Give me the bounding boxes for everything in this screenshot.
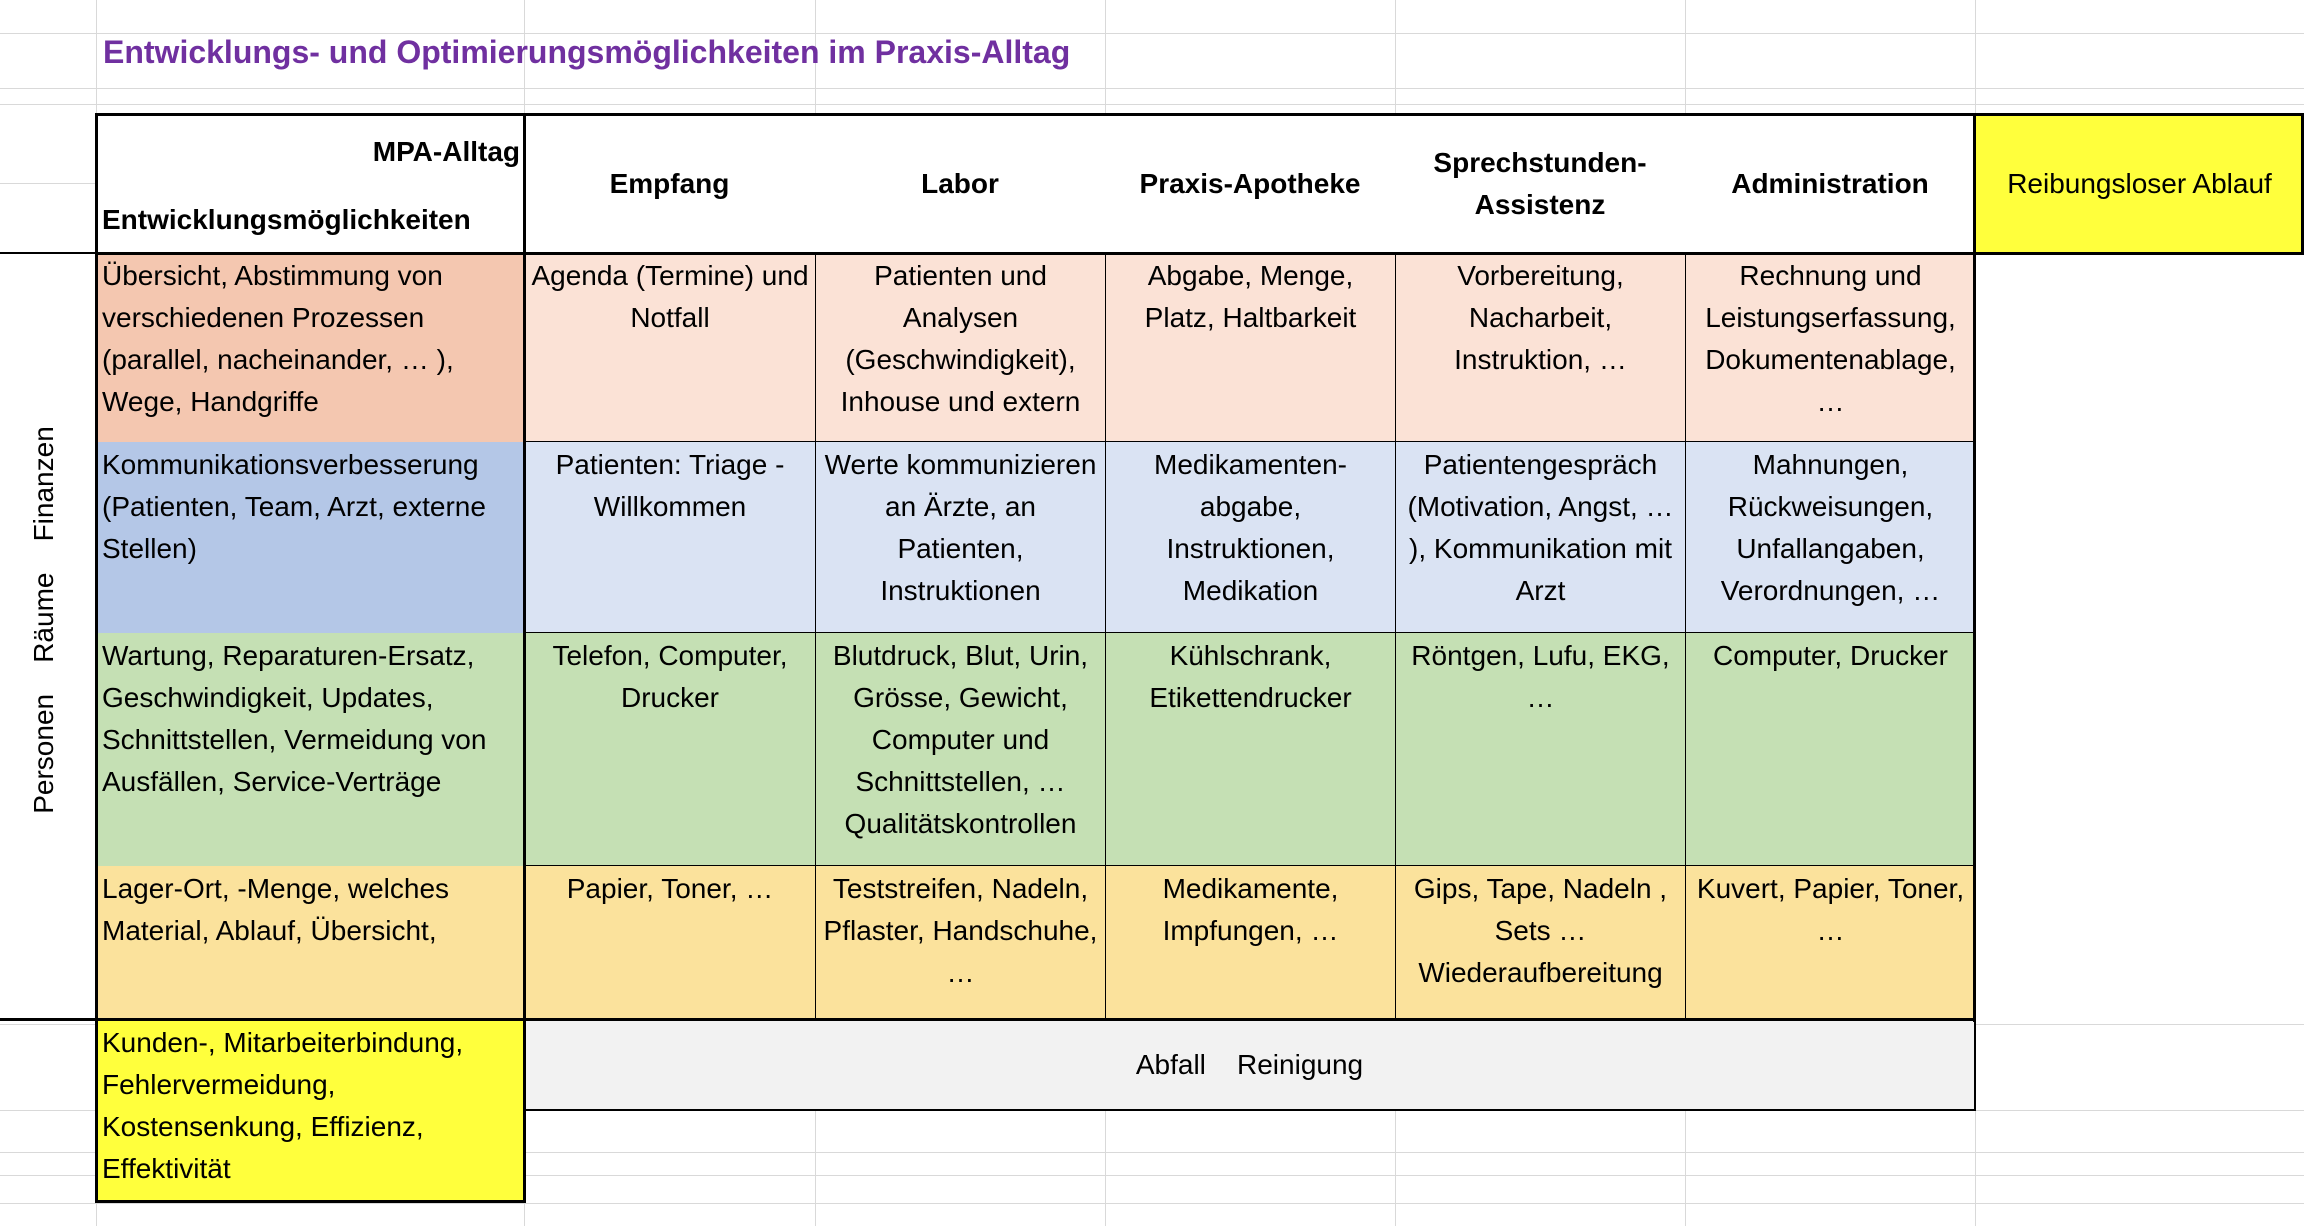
side-label[interactable]: Personen Räume Finanzen [28, 426, 59, 814]
row-3-cell-1[interactable]: Telefon, Computer, Drucker [524, 633, 815, 866]
row-label-2[interactable]: Kommunikationsverbesserung (Patienten, Team, Arzt, externe Stellen) [96, 442, 524, 633]
row-label-4[interactable]: Lager-Ort, -Menge, welches Material, Ablauf, Übersicht, [96, 866, 524, 1020]
column-header-4[interactable]: Sprechstunden- Assistenz [1395, 115, 1685, 253]
row-4-cell-5[interactable]: Kuvert, Papier, Toner, … [1685, 866, 1975, 1020]
footer-goal-label: Kunden-, Mitarbeiterbindung, Fehlervermeidung, Kostensenkung, Effizienz, Effektivität [102, 1027, 464, 1184]
row-4-cell-2[interactable]: Teststreifen, Nadeln, Pflaster, Handschuhe, … [815, 866, 1105, 1020]
column-header-2[interactable]: Labor [815, 115, 1105, 253]
corner-bottom-label: Entwicklungsmöglichkeiten [102, 204, 471, 235]
row-3-cell-2[interactable]: Blutdruck, Blut, Urin, Grösse, Gewicht, Computer und Schnittstellen, … Qualitätskontrollen [815, 633, 1105, 866]
row-4-cell-3[interactable]: Medikamente, Impfungen, … [1105, 866, 1395, 1020]
row-2-cell-2[interactable]: Werte kommunizieren an Ärzte, an Patienten, Instruktionen [815, 442, 1105, 633]
row-2-cell-5[interactable]: Mahnungen, Rückweisungen, Unfallangaben, Verordnungen, … [1685, 442, 1975, 633]
row-2-cell-3[interactable]: Medikamenten-abgabe, Instruktionen, Medikation [1105, 442, 1395, 633]
row-2-cell-1[interactable]: Patienten: Triage - Willkommen [524, 442, 815, 633]
row-3-cell-4[interactable]: Röntgen, Lufu, EKG, … [1395, 633, 1685, 866]
row-1-cell-3[interactable]: Abgabe, Menge, Platz, Haltbarkeit [1105, 253, 1395, 442]
row-3-cell-3[interactable]: Kühlschrank, Etikettendrucker [1105, 633, 1395, 866]
row-1-cell-4[interactable]: Vorbereitung, Nacharbeit, Instruktion, … [1395, 253, 1685, 442]
row-4-cell-1[interactable]: Papier, Toner, … [524, 866, 815, 1020]
column-header-5[interactable]: Administration [1685, 115, 1975, 253]
footer-bar-label: Abfall Reinigung [1135, 1049, 1364, 1080]
column-header-3[interactable]: Praxis-Apotheke [1105, 115, 1395, 253]
row-label-1[interactable]: Übersicht, Abstimmung von verschiedenen Prozessen (parallel, nacheinander, … ), Wege, Handgriffe [96, 253, 524, 442]
row-1-cell-2[interactable]: Patienten und Analysen (Geschwindigkeit), Inhouse und extern [815, 253, 1105, 442]
row-3-cell-5[interactable]: Computer, Drucker [1685, 633, 1975, 866]
row-1-cell-1[interactable]: Agenda (Termine) und Notfall [524, 253, 815, 442]
corner-top-label: MPA-Alltag [372, 136, 520, 167]
goal-header-label: Reibungsloser Ablauf [2007, 168, 2272, 199]
column-header-1[interactable]: Empfang [524, 115, 815, 253]
sheet-title[interactable]: Entwicklungs- und Optimierungsmöglichkeiten im Praxis-Alltag [103, 34, 1071, 70]
row-2-cell-4[interactable]: Patientengespräch (Motivation, Angst, … ), Kommunikation mit Arzt [1395, 442, 1685, 633]
row-1-cell-5[interactable]: Rechnung und Leistungserfassung, Dokumentenablage, … [1685, 253, 1975, 442]
row-4-cell-4[interactable]: Gips, Tape, Nadeln , Sets … Wiederaufbereitung [1395, 866, 1685, 1020]
row-label-3[interactable]: Wartung, Reparaturen-Ersatz, Geschwindigkeit, Updates, Schnittstellen, Vermeidung von Ausfällen, Service-Verträge [96, 633, 524, 866]
